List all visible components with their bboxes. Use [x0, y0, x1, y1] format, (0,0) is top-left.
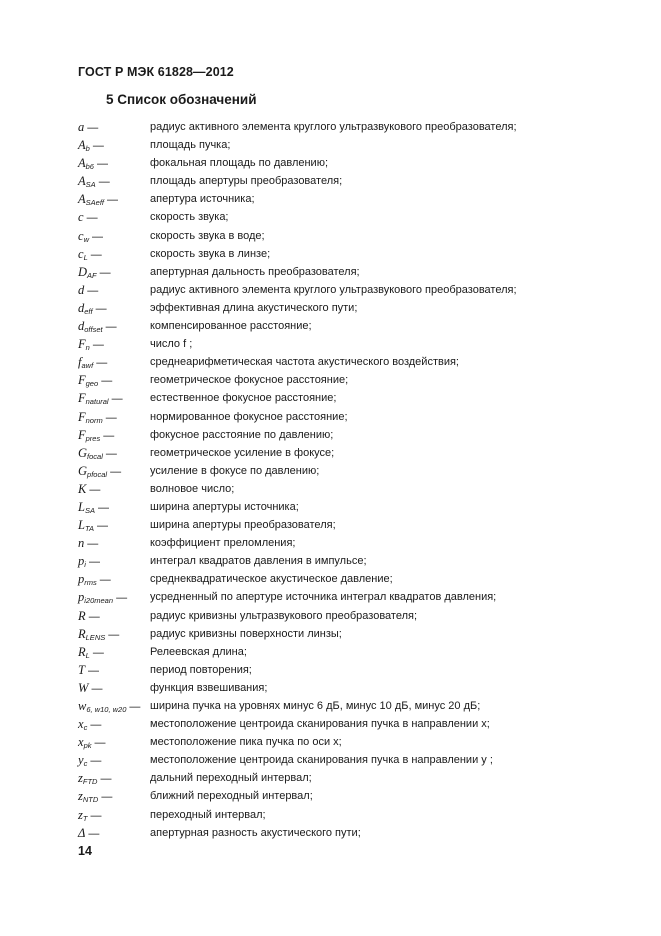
- symbol-term: [78, 118, 98, 137]
- symbol-dash: —: [85, 827, 100, 840]
- symbol-subscript: b6: [85, 162, 94, 172]
- symbol-dash: —: [97, 773, 112, 786]
- symbol-letter: T: [78, 662, 85, 677]
- symbol-row: [78, 715, 638, 733]
- symbol-dash: —: [91, 737, 106, 750]
- symbol-dash: —: [89, 140, 104, 153]
- symbol-dash: —: [87, 248, 102, 261]
- symbol-dash: —: [93, 520, 109, 533]
- symbol-letter: F: [78, 337, 86, 352]
- symbol-term: [78, 697, 140, 716]
- symbol-dash: —: [102, 321, 117, 334]
- symbol-letter: n: [78, 536, 85, 551]
- symbol-list: [78, 118, 638, 842]
- symbol-row: [78, 371, 638, 389]
- symbol-row: [78, 444, 638, 462]
- symbol-letter: c: [78, 246, 84, 261]
- symbol-term: [78, 824, 99, 843]
- symbol-row: [78, 733, 638, 751]
- symbol-dash: —: [93, 158, 109, 171]
- symbol-subscript: pfocal: [87, 469, 108, 479]
- symbol-letter: c: [78, 210, 84, 225]
- symbol-description: среднеквадратическое акустическое давление;: [150, 573, 393, 586]
- symbol-term: [78, 751, 101, 770]
- symbol-term: [78, 172, 110, 191]
- symbol-row: [78, 769, 638, 787]
- symbol-row: [78, 607, 638, 625]
- symbol-letter: y: [78, 753, 84, 768]
- symbol-row: [78, 661, 638, 679]
- symbol-subscript: i20mean: [84, 596, 114, 606]
- symbol-description: среднеарифметическая частота акустического воздействия;: [150, 356, 459, 369]
- symbol-letter: c: [78, 228, 84, 243]
- symbol-description: апертурная разность акустического пути;: [150, 826, 361, 839]
- symbol-description: радиус кривизны поверхности линзы;: [150, 627, 342, 640]
- symbol-dash: —: [84, 122, 99, 134]
- symbol-letter: a: [78, 120, 85, 134]
- symbol-row: [78, 335, 638, 353]
- symbol-term: [78, 715, 101, 734]
- symbol-row: [78, 118, 638, 136]
- symbol-dash: —: [87, 755, 102, 768]
- symbol-description: волновое число;: [150, 482, 235, 495]
- symbol-letter: A: [78, 192, 86, 207]
- symbol-term: [78, 335, 104, 354]
- symbol-subscript: geo: [85, 379, 99, 389]
- symbol-dash: —: [94, 501, 110, 514]
- symbol-row: [78, 281, 638, 299]
- symbol-subscript: LENS: [85, 632, 106, 642]
- symbol-dash: —: [83, 212, 98, 225]
- symbol-letter: d: [78, 319, 85, 334]
- symbol-letter: p: [78, 590, 85, 605]
- symbol-term: [78, 353, 107, 372]
- symbol-description: ширина апертуры преобразователя;: [150, 519, 336, 532]
- symbol-dash: —: [85, 610, 100, 623]
- symbol-dash: —: [87, 809, 102, 822]
- document-header: ГОСТ Р МЭК 61828—2012: [78, 65, 234, 79]
- symbol-description: скорость звука в воде;: [150, 229, 265, 242]
- symbol-letter: w: [78, 699, 87, 713]
- symbol-row: [78, 625, 638, 643]
- symbol-letter: A: [78, 174, 86, 189]
- symbol-description: апертурная дальность преобразователя;: [150, 265, 360, 278]
- symbol-row: [78, 643, 638, 661]
- symbol-term: [78, 281, 98, 300]
- symbol-dash: —: [93, 357, 108, 370]
- symbol-term: [78, 552, 100, 571]
- symbol-description: коэффициент преломления;: [150, 537, 296, 550]
- symbol-subscript: 6: [86, 705, 91, 714]
- symbol-letter: p: [78, 572, 85, 587]
- symbol-dash: —: [105, 628, 120, 641]
- symbol-subscript: norm: [85, 415, 103, 425]
- symbol-dash: —: [107, 465, 122, 478]
- symbol-term: [78, 317, 117, 336]
- symbol-letter: d: [78, 282, 85, 297]
- symbol-description: переходный интервал;: [150, 808, 266, 821]
- symbol-letter: D: [78, 264, 88, 279]
- symbol-description: усредненный по апертуре источника интеграл квадратов давления;: [150, 591, 497, 604]
- symbol-dash: —: [84, 538, 99, 551]
- symbol-row: [78, 679, 638, 697]
- symbol-subscript: c: [83, 723, 88, 733]
- symbol-description: радиус активного элемента круглого ультразвукового преобразователя;: [150, 283, 517, 296]
- symbol-term: [78, 371, 112, 390]
- symbol-row: [78, 697, 638, 715]
- symbol-letter: L: [78, 499, 85, 514]
- symbol-letter: R: [78, 608, 86, 623]
- symbol-subscript: L: [83, 252, 88, 262]
- symbol-subscript: n: [85, 343, 90, 353]
- symbol-description: геометрическое фокусное расстояние;: [150, 374, 349, 387]
- symbol-description: компенсированное расстояние;: [150, 320, 312, 333]
- symbol-term: [78, 679, 102, 698]
- symbol-dash: —: [85, 556, 100, 569]
- symbol-description: радиус кривизны ультразвукового преобразователя;: [150, 609, 418, 622]
- symbol-row: [78, 534, 638, 552]
- symbol-dash: —: [102, 411, 117, 424]
- symbol-term: [78, 426, 114, 445]
- symbol-row: [78, 208, 638, 226]
- symbol-subscript: L: [85, 650, 90, 660]
- symbol-term: [78, 263, 111, 282]
- symbol-row: [78, 824, 638, 842]
- symbol-term: [78, 661, 99, 680]
- symbol-letter: z: [78, 789, 83, 804]
- symbol-term: [78, 588, 127, 607]
- symbol-description: интеграл квадратов давления в импульсе;: [150, 555, 367, 568]
- symbol-description: апертура источника;: [150, 193, 255, 206]
- symbol-row: [78, 353, 638, 371]
- symbol-letter: p: [78, 554, 85, 569]
- symbol-description: эффективная длина акустического пути;: [150, 301, 358, 314]
- symbol-description: местоположение пика пучка по оси x;: [150, 736, 342, 749]
- symbol-letter: W: [78, 680, 89, 695]
- symbol-dash: —: [87, 719, 102, 732]
- symbol-description: фокусное расстояние по давлению;: [150, 428, 334, 441]
- symbol-subscript: focal: [87, 451, 103, 461]
- symbol-term: [78, 190, 118, 209]
- symbol-dash: —: [84, 664, 100, 677]
- symbol-subscript: awf: [81, 361, 94, 371]
- symbol-dash: —: [89, 339, 104, 352]
- symbol-row: [78, 498, 638, 516]
- symbol-subscript: b: [85, 144, 90, 154]
- symbol-letter: K: [78, 481, 87, 496]
- symbol-subscript: FTD: [82, 777, 98, 787]
- symbol-subscript: pres: [85, 433, 101, 443]
- symbol-description: скорость звука в линзе;: [150, 247, 271, 260]
- symbol-term: [78, 444, 117, 463]
- symbol-term: [78, 299, 107, 318]
- symbol-description: радиус активного элемента круглого ультразвукового преобразователя;: [150, 121, 517, 133]
- symbol-row: [78, 299, 638, 317]
- symbol-term: [78, 389, 123, 408]
- symbol-term: [78, 498, 109, 517]
- symbol-term: [78, 516, 108, 535]
- page-number: 14: [78, 844, 92, 858]
- symbol-description: местоположение центроида сканирования пучка в направлении x;: [150, 718, 490, 731]
- symbol-subscript: i: [84, 560, 86, 570]
- symbol-subscript: c: [83, 759, 88, 769]
- symbol-description: ширина пучка на уровнях минус 6 дБ, минус 10 дБ, минус 20 дБ;: [150, 700, 481, 712]
- symbol-dash: —: [113, 592, 128, 605]
- symbol-dash: —: [98, 375, 113, 388]
- symbol-description: Релеевская длина;: [150, 645, 247, 658]
- symbol-row: [78, 570, 638, 588]
- symbol-term: [78, 136, 104, 155]
- symbol-subscript: natural: [85, 397, 109, 407]
- symbol-letter: z: [78, 771, 83, 786]
- symbol-subscript: pk: [83, 741, 92, 751]
- symbol-letter: Δ: [78, 825, 86, 840]
- symbol-letter: d: [78, 300, 85, 315]
- symbol-description: фокальная площадь по давлению;: [150, 157, 329, 170]
- symbol-term: [78, 227, 103, 246]
- symbol-term: [78, 462, 121, 481]
- symbol-dash: —: [98, 791, 113, 804]
- symbol-subscript: offset: [84, 325, 103, 335]
- symbol-dash: —: [86, 483, 101, 496]
- symbol-subscript: TA: [84, 524, 94, 534]
- symbol-subscript: AF: [87, 270, 97, 280]
- symbol-description: дальний переходный интервал;: [150, 772, 312, 785]
- symbol-row: [78, 751, 638, 769]
- symbol-subscript: SA: [84, 505, 95, 515]
- symbol-dash: —: [103, 194, 119, 207]
- symbol-term: [78, 607, 100, 626]
- symbol-row: [78, 806, 638, 824]
- symbol-letter: F: [78, 391, 86, 406]
- symbol-letter: f: [78, 355, 82, 370]
- symbol-subscript: SA: [85, 180, 96, 190]
- symbol-row: [78, 552, 638, 570]
- symbol-dash: —: [96, 266, 111, 279]
- symbol-extra: , w10, w20: [90, 705, 127, 714]
- symbol-term: [78, 245, 102, 264]
- symbol-description: площадь пучка;: [150, 139, 231, 152]
- symbol-description: ширина апертуры источника;: [150, 500, 299, 513]
- symbol-dash: —: [126, 701, 141, 713]
- symbol-row: [78, 172, 638, 190]
- symbol-dash: —: [108, 393, 123, 406]
- symbol-row: [78, 516, 638, 534]
- symbol-term: [78, 625, 119, 644]
- symbol-term: [78, 787, 112, 806]
- symbol-term: [78, 534, 98, 553]
- symbol-description: функция взвешивания;: [150, 681, 268, 694]
- symbol-letter: F: [78, 373, 86, 388]
- symbol-term: [78, 480, 100, 499]
- symbol-letter: F: [78, 427, 86, 442]
- symbol-row: [78, 190, 638, 208]
- symbol-letter: G: [78, 463, 88, 478]
- symbol-letter: z: [78, 807, 83, 822]
- symbol-row: [78, 317, 638, 335]
- symbol-letter: A: [78, 156, 86, 171]
- symbol-row: [78, 462, 638, 480]
- symbol-term: [78, 769, 112, 788]
- symbol-letter: x: [78, 735, 84, 750]
- symbol-term: [78, 643, 104, 662]
- symbol-term: [78, 733, 106, 752]
- symbol-term: [78, 570, 111, 589]
- symbol-description: ближний переходный интервал;: [150, 790, 313, 803]
- symbol-term: [78, 408, 117, 427]
- symbol-description: усиление в фокусе по давлению;: [150, 464, 320, 477]
- symbol-row: [78, 154, 638, 172]
- symbol-row: [78, 480, 638, 498]
- symbol-dash: —: [88, 230, 104, 243]
- symbol-letter: A: [78, 138, 86, 153]
- symbol-letter: R: [78, 626, 86, 641]
- symbol-description: естественное фокусное расстояние;: [150, 392, 337, 405]
- symbol-subscript: T: [82, 813, 88, 823]
- symbol-row: [78, 263, 638, 281]
- symbol-row: [78, 136, 638, 154]
- symbol-term: [78, 806, 102, 825]
- symbol-row: [78, 787, 638, 805]
- symbol-letter: G: [78, 445, 88, 460]
- symbol-subscript: rms: [84, 578, 97, 588]
- symbol-letter: R: [78, 644, 86, 659]
- symbol-letter: L: [78, 518, 85, 533]
- symbol-dash: —: [88, 682, 103, 695]
- symbol-term: [78, 154, 108, 173]
- symbol-subscript: SAeff: [85, 198, 104, 208]
- symbol-letter: F: [78, 409, 86, 424]
- symbol-row: [78, 426, 638, 444]
- symbol-dash: —: [95, 176, 110, 189]
- symbol-subscript: eff: [84, 306, 93, 316]
- symbol-description: геометрическое усиление в фокусе;: [150, 446, 335, 459]
- symbol-dash: —: [96, 574, 111, 587]
- symbol-row: [78, 389, 638, 407]
- symbol-dash: —: [92, 302, 107, 315]
- symbol-dash: —: [89, 646, 104, 659]
- symbol-letter: x: [78, 717, 84, 732]
- symbol-row: [78, 227, 638, 245]
- symbol-row: [78, 588, 638, 606]
- symbol-dash: —: [84, 284, 99, 297]
- symbol-description: период повторения;: [150, 663, 252, 676]
- symbol-dash: —: [102, 447, 117, 460]
- symbol-row: [78, 245, 638, 263]
- symbol-description: число f ;: [150, 338, 193, 351]
- symbol-description: площадь апертуры преобразователя;: [150, 175, 343, 188]
- symbol-row: [78, 408, 638, 426]
- symbol-description: нормированное фокусное расстояние;: [150, 410, 348, 423]
- symbol-subscript: NTD: [82, 795, 99, 805]
- section-title: 5 Список обозначений: [106, 92, 257, 107]
- symbol-dash: —: [100, 429, 115, 442]
- symbol-description: местоположение центроида сканирования пучка в направлении y ;: [150, 754, 493, 767]
- symbol-subscript: w: [83, 234, 89, 244]
- symbol-term: [78, 208, 98, 227]
- symbol-description: скорость звука;: [150, 211, 229, 224]
